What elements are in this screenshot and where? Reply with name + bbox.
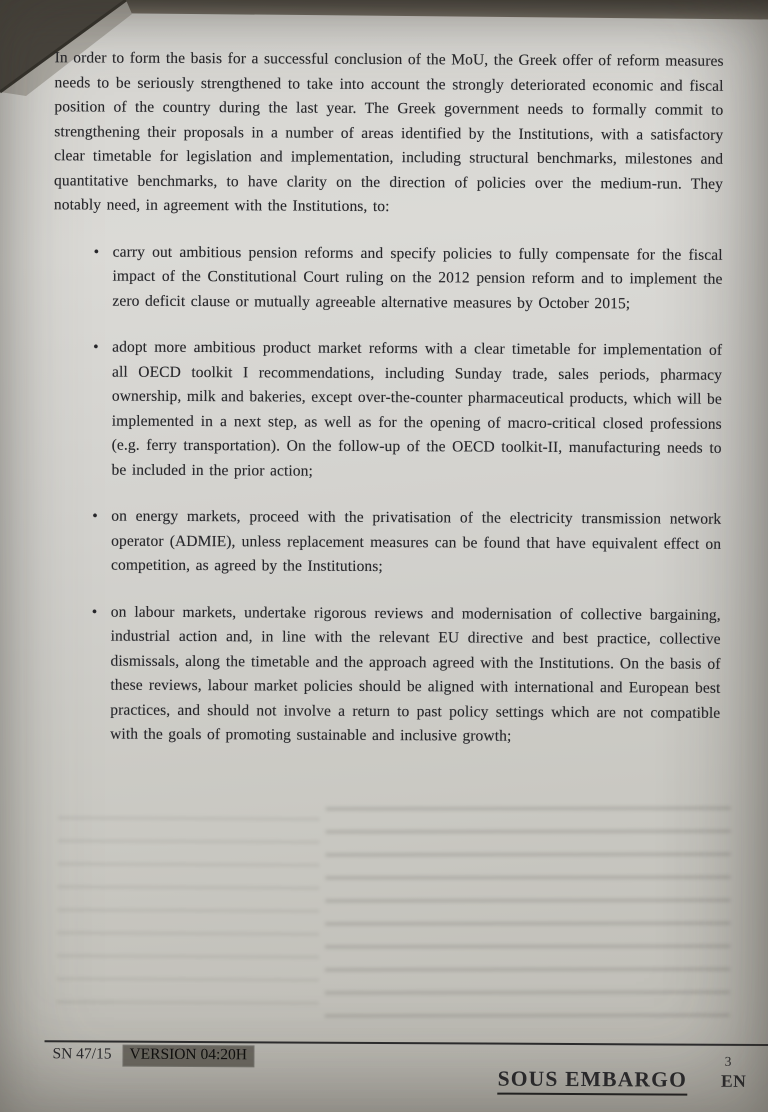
bullet-list <box>51 240 723 750</box>
bullet-item-energy-markets: • on energy markets, proceed with the privatisation of the electricity transmission network operator (ADMIE), unless replacement measures can be found that have equivalent effect on competition, as agreed by the Institutions; <box>92 504 721 581</box>
footer-left <box>52 1045 253 1066</box>
bullet-item-labour-markets: • on labour markets, undertake rigorous reviews and modernisation of collective bargaining, industrial action and, in line with the relevant EU directive and best practice, collective dismissals, along the timetable and the approach agreed with the Institutions. On the basis of these reviews, labour market policies should be aligned with international and European best practices, and should not involve a return to past policy settings which are not compatible with the goals of promoting sustainable and inclusive growth; <box>91 600 721 750</box>
bullet-item-pensions: • carry out ambitious pension reforms and specify policies to fully compensate for the fiscal impact of the Constitutional Court ruling on the 2012 pension reform and to implement the zero deficit clause or mutually agreeable alternative measures by October 2015; <box>93 240 722 317</box>
version-stamp: VERSION 04:20H <box>123 1046 253 1067</box>
doc-reference: SN 47/15 <box>52 1045 112 1063</box>
footer-right <box>498 1067 747 1096</box>
page-body <box>51 46 724 772</box>
bullet-item-product-markets: • adopt more ambitious product market reforms with a clear timetable for implementation of all OECD toolkit I recommendations, including Sunday trade, sales periods, pharmacy ownership, milk and bakeries, except over-the-counter pharmaceutical products, which will be implemented in a next step, as well as for the opening of macro-critical closed professions (e.g. ferry transportation). On the follow-up of the OECD toolkit-II, manufacturing needs to be included in the prior action; <box>92 335 722 485</box>
bleedthrough-text-right <box>325 806 731 1022</box>
intro-paragraph: In order to form the basis for a successful conclusion of the MoU, the Greek offer of reform measures needs to be seriously strengthened to take into account the strongly deteriorated economic and fiscal position of the country during the last year. The Greek government needs to formally commit to strengthening their proposals in a number of areas identified by the Institutions, with a satisfactory clear timetable for legislation and implementation, including structural benchmarks, milestones and quantitative benchmarks, to have clarity on the direction of policies over the medium-run. They notably need, in agreement with the Institutions, to: <box>53 49 724 216</box>
bleedthrough-text-left <box>57 816 320 1012</box>
language-code: EN <box>720 1070 747 1091</box>
embargo-stamp: SOUS EMBARGO <box>498 1067 688 1096</box>
page-number: 3 <box>724 1053 732 1069</box>
